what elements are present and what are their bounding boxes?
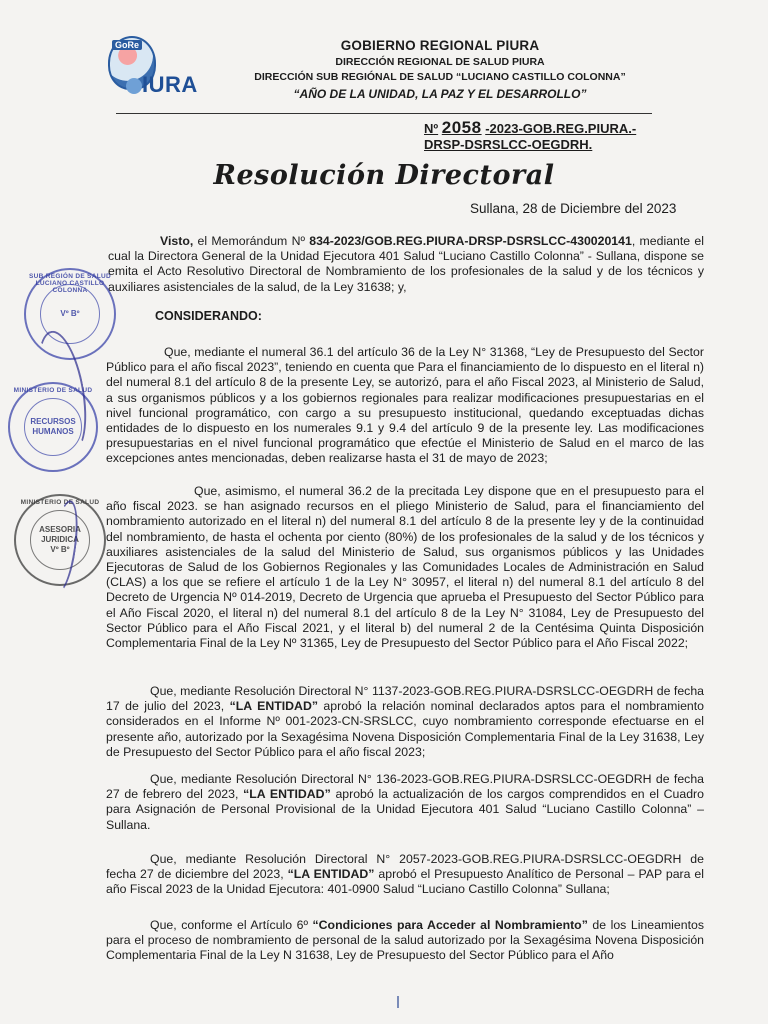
stamp-3-ring: MINISTERIO DE SALUD bbox=[20, 499, 100, 506]
number-suffix-1: -2023-GOB.REG.PIURA.- bbox=[485, 121, 637, 136]
p6-text-c: de los Lineamientos para el proceso de nombramiento de personal de la salud autorizado por la Sexagésima Novena Disposición Complementaria Final de la Ley N 31638, Ley de Presupuesto del Sector Público para el Año bbox=[106, 918, 704, 963]
stamp-2-ring: MINISTERIO DE SALUD bbox=[13, 387, 93, 394]
stamp-2-text: RECURSOS HUMANOS bbox=[30, 417, 76, 436]
header-motto: “AÑO DE LA UNIDAD, LA PAZ Y EL DESARROLLO” bbox=[293, 87, 587, 101]
visto-text-1: el Memorándum Nº bbox=[193, 234, 310, 248]
number-suffix-2: DRSP-DSRSLCC-OEGDRH. bbox=[424, 137, 593, 152]
header-divider bbox=[116, 113, 652, 114]
p3-text-c: aprobó la relación nominal declarados aptos para el nombramiento considerados en el Informe Nº 001-2023-CN-SRSLCC, cuyo nombramiento corresponde efectuarse en el presente año, autorizado por la Sexagésima Novena Disposición Complementaria Final de la Ley 31638, Ley de Presupuesto del Sector Público para el año fiscal 2023; bbox=[106, 699, 704, 759]
header-line-1: GOBIERNO REGIONAL PIURA bbox=[340, 38, 540, 53]
visto-lead: Visto, bbox=[160, 234, 194, 248]
visto-text-2: , mediante el cual la Directora General de la Unidad Ejecutora 401 Salud “Luciano Castillo Colonna” - Sullana, dispone se emita el Acto Resolutivo Directoral de Nombramiento de los profesionales de la salud y de los técnicos y auxiliares asistenciales de la salud, de la Ley 31638; y, bbox=[108, 234, 704, 294]
considerando-paragraph-2: Que, asimismo, el numeral 36.2 de la precitada Ley dispone que en el presupuesto para el año fiscal 2023. se han asignado recursos en el pliego Ministerio de Salud, para el financiamiento del nombramiento autorizado en el literal n) del numeral 8.1 del artículo 8 de la presente ley y de la continuidad del nombramiento, de hasta el ochenta por ciento (80%) de los profesionales de la salud y de los técnicos y auxiliares asistenciales de la salud del Ministerio de Salud, sus organismos públicos y las Unidades Ejecutoras de Salud de los Gobiernos Regionales y las Comunidades Locales de Administración en Salud (CLAS) a los que se refiere el artículo 1 de la Ley N° 30957, el literal n) del numeral 8.1 del artículo 8 del Decreto de Urgencia Nº 014-2019, Decreto de Urgencia que aprueba el Presupuesto del Sector Público para el Año Fiscal 2020, el literal n) del numeral 8.1 del artículo 8 de la Ley N° 31084, Ley de Presupuesto del Sector Público para el Año Fiscal 2021, y el literal b) del numeral 2 de la Centésima Quinta Disposición Complementaria Final de la Ley Nº 31365, Ley de Presupuesto del Sector Público para el Año Fiscal 2022; bbox=[106, 484, 704, 651]
considerando-paragraph-1: Que, mediante el numeral 36.1 del artículo 36 de la Ley N° 31368, “Ley de Presupuesto del Sector Público para el año fiscal 2023”, teniendo en cuenta que Para el financiamiento de lo dispuesto en el literal n) del numeral 8.1 del artículo 8 de la presente Ley, se autorizó, para el año Fiscal 2023, al Ministerio de Salud, a sus organismos públicos y a los gobiernos regionales para realizar modificaciones presupuestarias en el nivel funcional programático, con cargo a su presupuesto institucional, quedando exceptuadas dichas entidades de lo dispuesto en los numerales 9.1 y 9.4 del artículo 9 de la presente ley. Las modificaciones presupuestarias en el nivel funcional programático que efectúe el Ministerio de Salud en el marco de las excepciones antes mencionadas, deben realizarse hasta el 31 de mayo de 2023; bbox=[106, 345, 704, 466]
p5-entity: “LA ENTIDAD” bbox=[287, 867, 375, 882]
considerando-paragraph-5 bbox=[106, 852, 704, 898]
p4-entity: “LA ENTIDAD” bbox=[243, 787, 331, 802]
stamp-3-line-2: JURIDICA bbox=[41, 535, 79, 544]
p4-text-c: aprobó la actualización de los cargos comprendidos en el Cuadro para Asignación de Personal Provisional de la Unidad Ejecutora 401 Salud “Luciano Castillo Colonna” – Sullana. bbox=[106, 787, 704, 832]
number-prefix: Nº bbox=[424, 121, 439, 136]
logo-text: GoRe bbox=[112, 40, 142, 50]
stamp-3-line-3: Vº Bº bbox=[50, 545, 70, 554]
p6-heading: “Condiciones para Acceder al Nombramiento” bbox=[312, 918, 588, 932]
resolution-number bbox=[424, 120, 636, 153]
p5-text-a: Que, mediante Resolución Directoral N° 2057-2023-GOB.REG.PIURA-DSRSLCC-OEGDRH de fecha 27 de diciembre del 2023, bbox=[106, 852, 704, 882]
considerando-paragraph-4 bbox=[106, 772, 704, 833]
p4-text-a: Que, mediante Resolución Directoral N° 136-2023-GOB.REG.PIURA-DSRSLCC-OEGDRH de fecha 27 de febrero del 2023, bbox=[106, 772, 704, 802]
visto-memo: 834-2023/GOB.REG.PIURA-DRSP-DSRSLCC-430020141 bbox=[309, 234, 632, 248]
logo-wave-icon bbox=[126, 78, 142, 94]
letterhead bbox=[240, 38, 640, 101]
number-value: 2058 bbox=[441, 118, 482, 137]
p5-text-c: aprobó el Presupuesto Analítico de Personal – PAP para el año Fiscal 2023 de la Unidad Ejecutora: 401-0900 Salud “Luciano Castillo Colonna” Sullana; bbox=[106, 867, 704, 897]
stamp-1-text: Vº Bº bbox=[60, 309, 80, 318]
considerando-paragraph-3 bbox=[106, 684, 704, 760]
stamp-3-line-1: ASESORIA bbox=[39, 525, 81, 534]
gobierno-regional-logo bbox=[108, 36, 204, 102]
visto-paragraph bbox=[108, 234, 704, 295]
header-line-2: DIRECCIÓN REGIONAL DE SALUD PIURA bbox=[335, 56, 545, 68]
p6-text-a: Que, conforme el Artículo 6º bbox=[150, 918, 313, 932]
considerando-heading: CONSIDERANDO: bbox=[155, 309, 262, 323]
logo-suffix: IURA bbox=[142, 72, 198, 97]
p3-text-a: Que, mediante Resolución Directoral N° 1137-2023-GOB.REG.PIURA-DSRSLCC-OEGDRH de fecha 17 de julio del 2023, bbox=[106, 684, 704, 714]
document-title: Resolución Directoral bbox=[213, 160, 555, 191]
page-mark bbox=[397, 996, 399, 1008]
header-line-3: DIRECCIÓN SUB REGIÓNAL DE SALUD “LUCIANO CASTILLO COLONNA” bbox=[254, 71, 626, 83]
p3-entity: “LA ENTIDAD” bbox=[229, 699, 318, 714]
considerando-paragraph-6 bbox=[106, 918, 704, 964]
document-date: Sullana, 28 de Diciembre del 2023 bbox=[470, 201, 677, 216]
stamp-1-ring: SUB REGIÓN DE SALUD LUCIANO CASTILLO COLONNA bbox=[29, 273, 111, 294]
